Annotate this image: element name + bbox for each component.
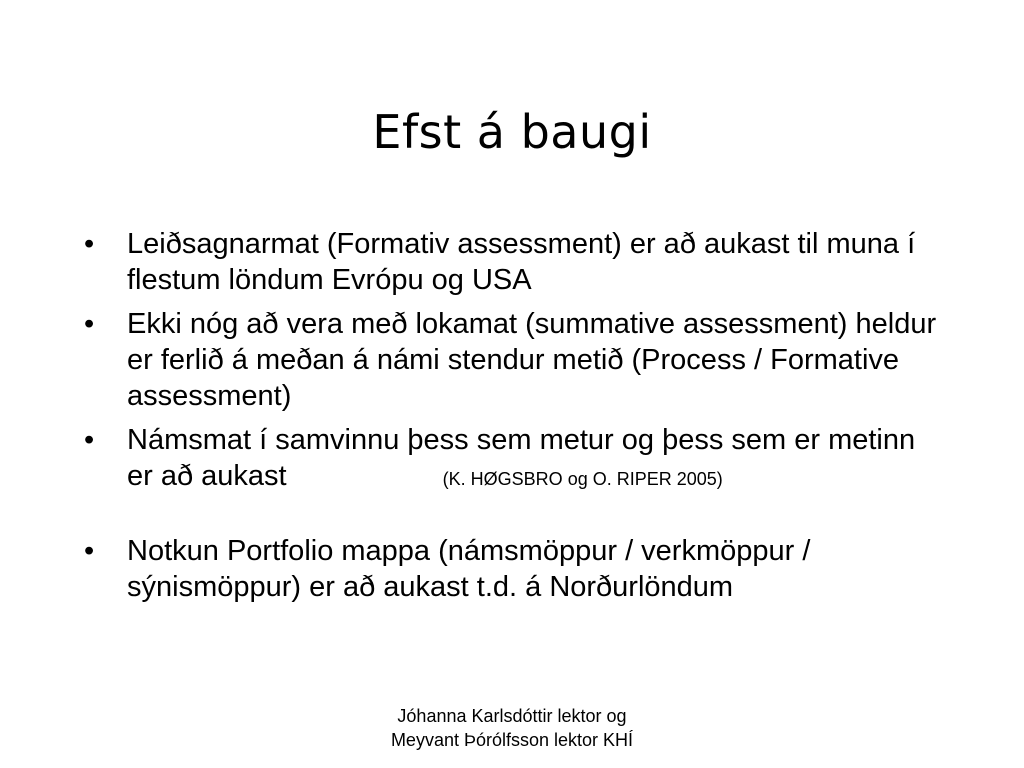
slide-footer (312, 704, 712, 752)
bullet-text: Leiðsagnarmat (Formativ assessment) er að aukast til muna í flestum löndum Evrópu og USA (127, 228, 916, 296)
bullet-list (84, 226, 944, 613)
bullet-item-collaborative-assessment (84, 422, 944, 497)
bullet-item-formative-assessment (84, 226, 944, 298)
bullet-item-portfolio (84, 533, 944, 605)
bullet-item-summative-assessment (84, 306, 944, 414)
bullet-dot-icon: • (84, 228, 95, 260)
bullet-dot-icon: • (84, 424, 95, 456)
footer-line-1: Jóhanna Karlsdóttir lektor og (397, 706, 627, 726)
citation: (K. HØGSBRO og O. RIPER 2005) (442, 469, 723, 489)
slide-title: Efst á baugi (372, 105, 652, 159)
bullet-dot-icon: • (84, 535, 95, 567)
footer-line-2: Meyvant Þórólfsson lektor KHÍ (390, 730, 634, 750)
bullet-text: Notkun Portfolio mappa (námsmöppur / verkmöppur / sýnismöppur) er að aukast t.d. á Norðurlöndum (127, 535, 811, 603)
bullet-text: Ekki nóg að vera með lokamat (summative assessment) heldur er ferlið á meðan á námi stendur metið (Process / Formative assessment) (127, 308, 937, 412)
bullet-text: Námsmat í samvinnu þess sem metur og þess sem er metinn er að aukast (127, 424, 916, 492)
bullet-dot-icon: • (84, 308, 95, 340)
